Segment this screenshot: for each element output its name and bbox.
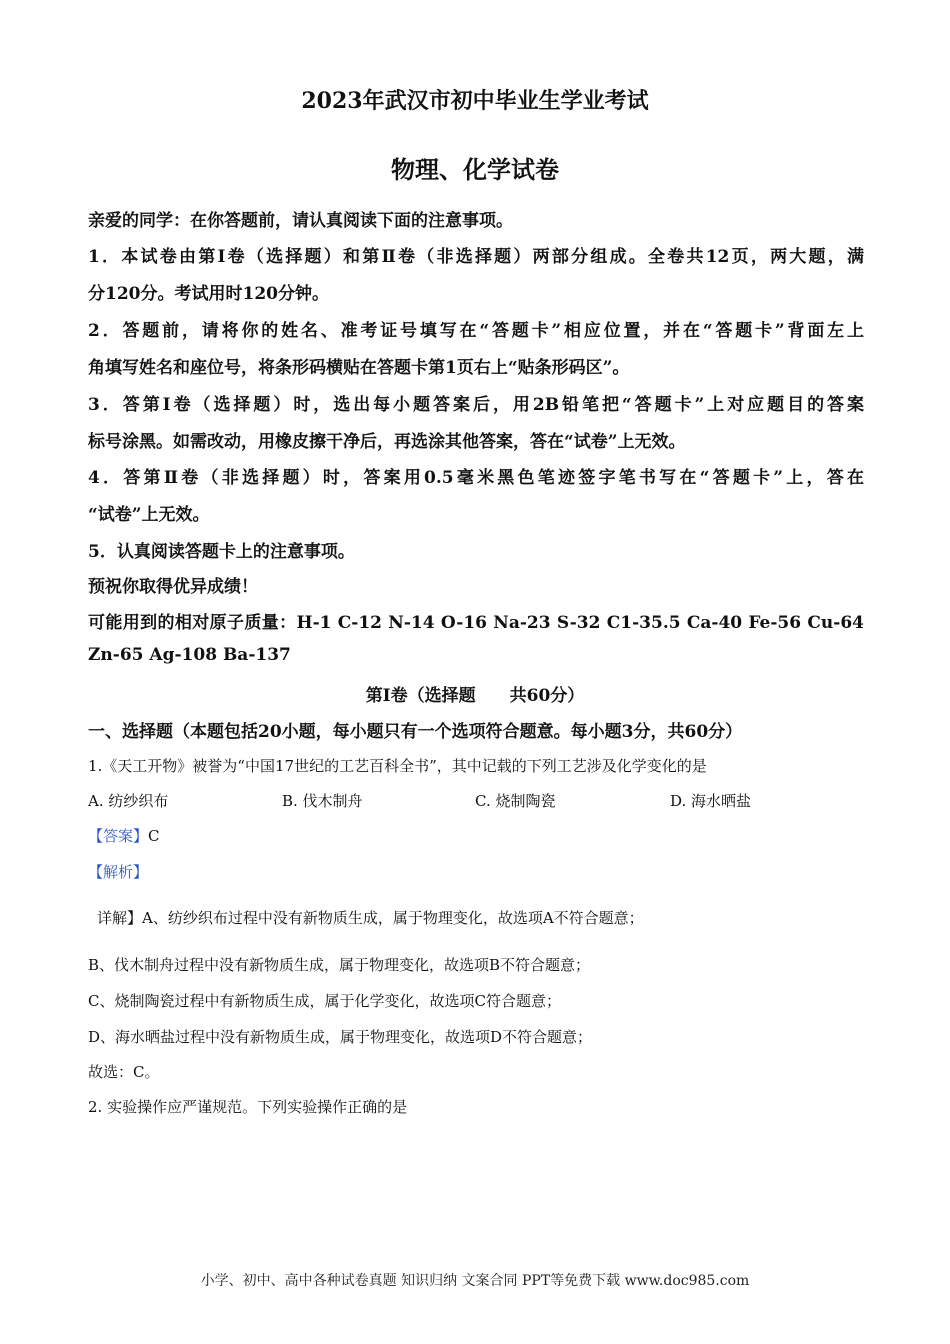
question-1-stem: 1.《天工开物》被誉为“中国17世纪的工艺百科全书”，其中记载的下列工艺涉及化学变化的是 [88, 757, 707, 775]
notice-item-3-line-1: 3．答第Ⅰ卷（选择题）时，选出每小题答案后，用2B铅笔把“答题卡”上对应题目的答案 [88, 395, 864, 415]
analysis-line-4: D、海水晒盐过程中没有新物质生成，属于物理变化，故选项D不符合题意； [88, 1028, 593, 1046]
question-1-answer [88, 825, 864, 846]
atomic-masses-line-1: 可能用到的相对原子质量：H-1 C-12 N-14 O-16 Na-23 S-32 C1-35.5 Ca-40 Fe-56 Cu-64 [88, 613, 864, 633]
page-footer: 小学、初中、高中各种试卷真题 知识归纳 文案合同 PPT等免费下载 www.doc985.com [200, 1273, 750, 1289]
exam-subtitle: 物理、化学试卷 [391, 155, 559, 184]
analysis-tag: 【解析】 [88, 863, 149, 881]
notice-item-5: 5．认真阅读答题卡上的注意事项。 [88, 542, 355, 562]
notice-item-4-line-2: “试卷”上无效。 [88, 505, 210, 525]
question-1-option-a: A. 纺纱织布 [88, 792, 169, 810]
analysis-line-3: C、烧制陶瓷过程中有新物质生成，属于化学变化，故选项C符合题意； [88, 992, 561, 1010]
question-1-option-d: D. 海水晒盐 [670, 792, 752, 810]
notice-item-4-line-1: 4．答第Ⅱ卷（非选择题）时，答案用0.5毫米黑色笔迹签字笔书写在“答题卡”上，答在 [88, 468, 864, 488]
analysis-line-5: 故选：C。 [88, 1063, 160, 1081]
atomic-masses-line-2: Zn-65 Ag-108 Ba-137 [88, 645, 291, 665]
notice-item-1-line-2: 分120分。考试用时120分钟。 [88, 284, 329, 304]
answer-tag: 【答案】 [88, 827, 149, 845]
notice-item-1-line-1: 1．本试卷由第Ⅰ卷（选择题）和第Ⅱ卷（非选择题）两部分组成。全卷共12页，两大题，满 [88, 247, 864, 267]
notice-item-2-line-1: 2．答题前，请将你的姓名、准考证号填写在“答题卡”相应位置，并在“答题卡”背面左上 [88, 321, 864, 341]
analysis-line-1: 详解】A、纺纱织布过程中没有新物质生成，属于物理变化，故选项A不符合题意； [97, 909, 644, 927]
notice-item-2-line-2: 角填写姓名和座位号，将条形码横贴在答题卡第1页右上“贴条形码区”。 [88, 358, 630, 378]
question-1-option-b: B. 伐木制舟 [282, 792, 363, 810]
notice-wish: 预祝你取得优异成绩！ [88, 577, 258, 597]
section-heading: 一、选择题（本题包括20小题，每小题只有一个选项符合题意。每小题3分，共60分） [88, 722, 743, 742]
exam-title: 2023年武汉市初中毕业生学业考试 [301, 88, 649, 114]
notice-item-3-line-2: 标号涂黑。如需改动，用橡皮擦干净后，再选涂其他答案，答在“试卷”上无效。 [88, 432, 686, 452]
question-1-option-c: C. 烧制陶瓷 [475, 792, 556, 810]
notice-intro: 亲爱的同学：在你答题前，请认真阅读下面的注意事项。 [88, 211, 513, 231]
question-2-stem: 2. 实验操作应严谨规范。下列实验操作正确的是 [88, 1098, 408, 1116]
part-title: 第Ⅰ卷（选择题 共60分） [365, 686, 585, 706]
analysis-line-2: B、伐木制舟过程中没有新物质生成，属于物理变化，故选项B不符合题意； [88, 956, 591, 974]
answer-value: C [148, 827, 160, 845]
